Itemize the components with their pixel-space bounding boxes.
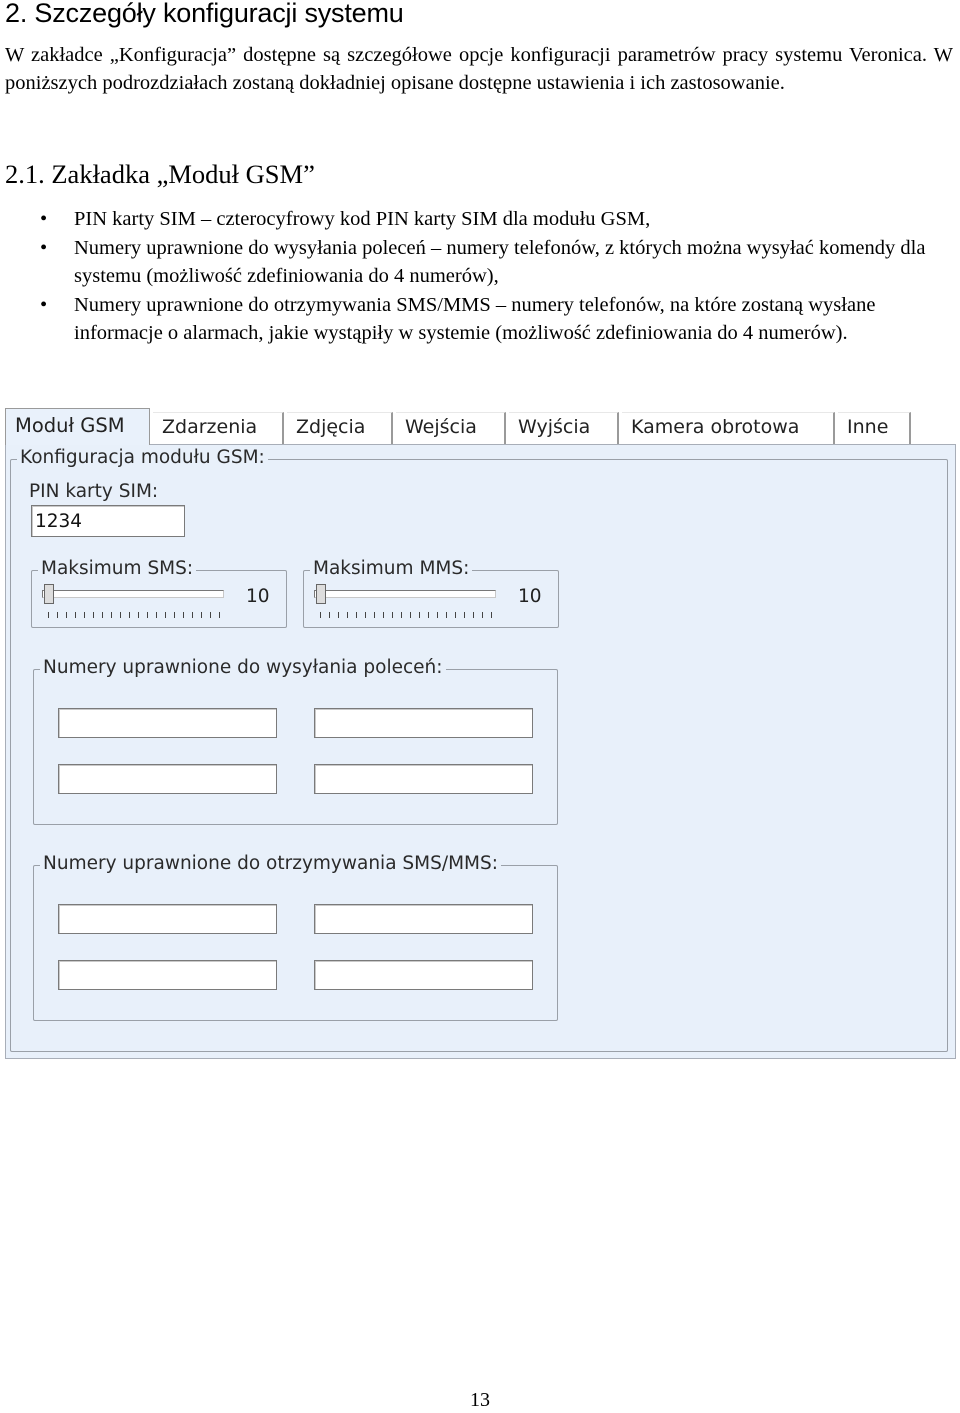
tab-zdjecia[interactable]: Zdjęcia — [287, 412, 393, 444]
max-sms-slider-ticks — [48, 612, 224, 618]
list-item-text: Numery uprawnione do otrzymywania SMS/MMS – numery telefonów, na które zostaną wysłane informacje o alarmach, jakie wystąpiły w systemie (możliwość zdefiniowania do 4 numerów). — [74, 293, 876, 344]
list-item-text: PIN karty SIM – czterocyfrowy kod PIN karty SIM dla modułu GSM, — [74, 208, 651, 230]
gsm-config-group — [10, 447, 948, 1052]
list-item — [5, 234, 955, 291]
max-mms-value: 10 — [518, 586, 542, 607]
tab-kamera-obrotowa[interactable]: Kamera obrotowa — [622, 412, 835, 444]
max-sms-slider-thumb[interactable] — [44, 584, 54, 604]
max-mms-group — [303, 558, 559, 628]
page-number: 13 — [470, 1389, 490, 1411]
gsm-config-screenshot — [5, 408, 956, 1059]
gsm-config-group-label: Konfiguracja modułu GSM: — [17, 446, 268, 470]
subsection-title: 2.1. Zakładka „Moduł GSM” — [5, 159, 315, 189]
command-number-input-4[interactable] — [314, 764, 533, 794]
command-numbers-group — [33, 657, 558, 825]
tab-wyjscia[interactable]: Wyjścia — [509, 412, 619, 444]
tab-wejscia[interactable]: Wejścia — [396, 412, 506, 444]
max-mms-slider-ticks — [320, 612, 496, 618]
sms-number-input-2[interactable] — [314, 904, 533, 934]
bullet-icon: • — [40, 293, 48, 316]
tab-bar — [5, 408, 956, 444]
sms-number-input-1[interactable] — [58, 904, 277, 934]
bullet-icon: • — [40, 236, 48, 259]
bullet-icon: • — [40, 208, 48, 230]
command-number-input-1[interactable] — [58, 708, 277, 738]
section-title: 2. Szczegóły konfiguracji systemu — [5, 0, 404, 28]
max-mms-label: Maksimum MMS: — [310, 557, 472, 581]
max-sms-slider-track — [42, 590, 224, 598]
pin-input[interactable] — [31, 505, 185, 537]
list-item — [5, 205, 955, 234]
sms-number-input-3[interactable] — [58, 960, 277, 990]
tab-modul-gsm[interactable]: Moduł GSM — [5, 408, 150, 445]
max-sms-group — [31, 558, 287, 628]
intro-paragraph: W zakładce „Konfiguracja” dostępne są szczegółowe opcje konfiguracji parametrów pracy systemu Veronica. W poniższych podrozdziałach zostaną dokładniej opisane dostępne ustawienia i ich zastosowanie. — [5, 44, 953, 94]
tab-inne[interactable]: Inne — [838, 412, 911, 444]
list-item — [5, 291, 955, 348]
sms-number-input-4[interactable] — [314, 960, 533, 990]
command-number-input-3[interactable] — [58, 764, 277, 794]
command-number-input-2[interactable] — [314, 708, 533, 738]
sms-numbers-group — [33, 853, 558, 1021]
list-item-text: Numery uprawnione do wysyłania poleceń – numery telefonów, z których można wysyłać komendy dla systemu (możliwość zdefiniowania do 4 numerów), — [74, 236, 926, 287]
pin-label: PIN karty SIM: — [29, 481, 159, 502]
bullet-list — [5, 205, 955, 348]
max-mms-slider-track — [314, 590, 496, 598]
max-sms-label: Maksimum SMS: — [38, 557, 196, 581]
command-numbers-label: Numery uprawnione do wysyłania poleceń: — [40, 656, 446, 680]
sms-numbers-label: Numery uprawnione do otrzymywania SMS/MMS: — [40, 852, 501, 876]
tab-panel — [5, 444, 956, 1059]
max-mms-slider-thumb[interactable] — [316, 584, 326, 604]
tab-zdarzenia[interactable]: Zdarzenia — [153, 412, 284, 444]
max-sms-value: 10 — [246, 586, 270, 607]
